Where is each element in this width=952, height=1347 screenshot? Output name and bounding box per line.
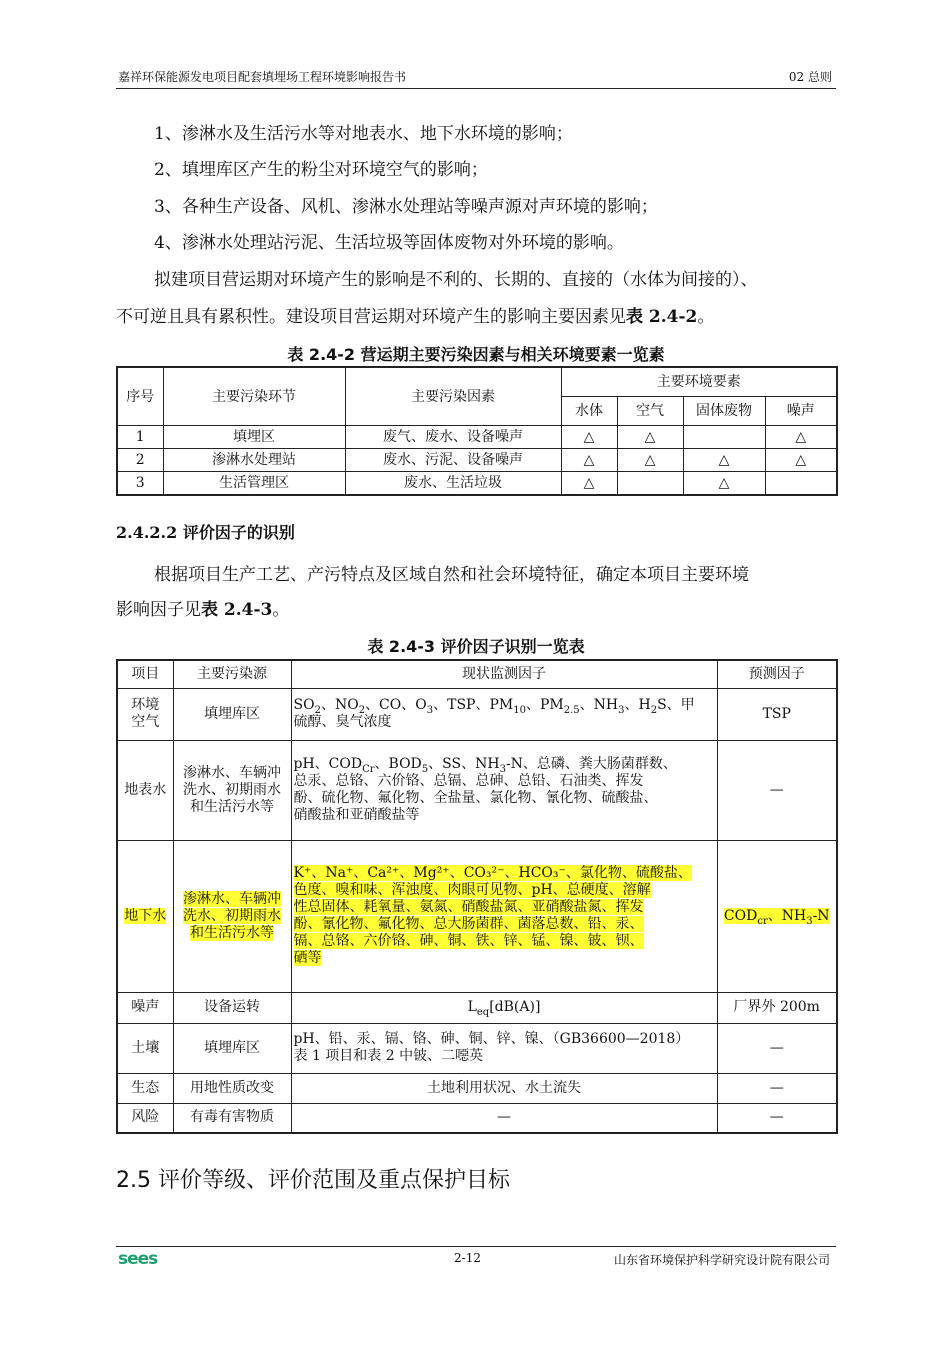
table-ref: 表 2.4-3 <box>201 600 273 620</box>
list-item: 2、填埋库区产生的粉尘对环境空气的影响； <box>154 160 488 180</box>
table-row <box>117 688 837 740</box>
cell: — <box>717 740 837 840</box>
cell: 生活管理区 <box>163 472 345 496</box>
cell: 废水、生活垃圾 <box>345 472 561 496</box>
cell: △ <box>617 426 683 449</box>
cell: 渗淋水、车辆冲 洗水、初期雨水 和生活污水等 <box>173 740 291 840</box>
paragraph-line: 拟建项目营运期对环境产生的影响是不利的、长期的、直接的（水体为间接的）、 <box>154 270 758 290</box>
table-row <box>117 992 837 1023</box>
cell: K⁺、Na⁺、Ca²⁺、Mg²⁺、CO₃²⁻、HCO₃⁻、氯化物、硫酸盐、 色度、嗅和味、浑浊度、肉眼可见物、pH、总硬度、溶解 性总固体、耗氧量、氨氮、硝酸盐氮、亚硝酸盐氮、挥发 酚、氰化物、氟化物、总大肠菌群、菌落总数、铅、汞、 镉、总铬、六价铬、砷、铜、铁、锌、锰、镍、铍、钡、 硒等 <box>291 840 717 992</box>
table1-caption: 表 2.4-2 营运期主要污染因素与相关环境要素一览素 <box>287 345 665 364</box>
cell: 土壤 <box>117 1023 173 1073</box>
paragraph-line: 根据项目生产工艺、产污特点及区域自然和社会环境特征，确定本项目主要环境 <box>154 565 749 585</box>
table-row <box>117 449 837 472</box>
col-header: 主要污染源 <box>173 660 291 688</box>
page-footer <box>116 1246 836 1269</box>
section-title: 2.4.2.2 评价因子的识别 <box>116 523 295 542</box>
table-row <box>117 840 837 992</box>
cell: △ <box>617 449 683 472</box>
list-item: 3、各种生产设备、风机、渗淋水处理站等噪声源对声环境的影响； <box>154 197 658 217</box>
cell <box>765 472 837 496</box>
cell: TSP <box>717 688 837 740</box>
header-title: 嘉祥环保能源发电项目配套填埋场工程环境影响报告书 <box>118 70 407 84</box>
cell: 1 <box>117 426 163 449</box>
cell: 废气、废水、设备噪声 <box>345 426 561 449</box>
cell: 地表水 <box>117 740 173 840</box>
col-header: 项目 <box>117 660 173 688</box>
pollution-factor-table <box>116 366 838 496</box>
col-header: 现状监测因子 <box>291 660 717 688</box>
sees-logo: sees <box>118 1249 158 1269</box>
cell: pH、$COD_{Cr}$、$BOD_5$、SS、$NH_3-N$、总磷、粪大肠菌群数、 总汞、总铬、六价铬、总镉、总砷、总铅、石油类、挥发 酚、硫化物、氟化物、全盐量、氯化物、氰化物、硫酸盐、 硝酸盐和亚硝酸盐等 <box>291 740 717 840</box>
cell: 环境 空气 <box>117 688 173 740</box>
col-header: 固体废物 <box>683 397 765 426</box>
cell: 填埋库区 <box>173 1023 291 1073</box>
cell: 废水、污泥、设备噪声 <box>345 449 561 472</box>
cell: — <box>717 1103 837 1133</box>
cell: 3 <box>117 472 163 496</box>
cell: 渗淋水、车辆冲 洗水、初期雨水 和生活污水等 <box>173 840 291 992</box>
cell: — <box>717 1073 837 1103</box>
page-number: 2-12 <box>454 1251 481 1265</box>
section-heading: 2.5 评价等级、评价范围及重点保护目标 <box>116 1168 510 1193</box>
table-row <box>117 426 837 449</box>
cell: 填埋库区 <box>173 688 291 740</box>
paragraph-line: 影响因子见表 2.4-3。 <box>116 600 290 620</box>
list-item: 1、渗淋水及生活污水等对地表水、地下水环境的影响； <box>154 124 573 144</box>
cell: — <box>291 1103 717 1133</box>
cell: 土地利用状况、水土流失 <box>291 1073 717 1103</box>
cell: 设备运转 <box>173 992 291 1023</box>
footer-org: 山东省环境保护科学研究设计院有限公司 <box>613 1253 830 1267</box>
cell: △ <box>765 426 837 449</box>
col-header: 主要环境要素 <box>561 367 837 397</box>
cell <box>617 472 683 496</box>
col-header: 噪声 <box>765 397 837 426</box>
col-header: 主要污染因素 <box>345 367 561 426</box>
table-row <box>117 1073 837 1103</box>
cell: △ <box>561 472 617 496</box>
table-row <box>117 1103 837 1133</box>
cell: 2 <box>117 449 163 472</box>
cell: 厂界外 200m <box>717 992 837 1023</box>
col-header: 预测因子 <box>717 660 837 688</box>
header-chapter: 02 总则 <box>788 70 832 84</box>
cell: △ <box>561 449 617 472</box>
table-ref: 表 2.4-2 <box>626 307 698 327</box>
cell: 用地性质改变 <box>173 1073 291 1103</box>
page-header <box>116 68 836 89</box>
cell: △ <box>683 472 765 496</box>
cell: 渗淋水处理站 <box>163 449 345 472</box>
cell: △ <box>561 426 617 449</box>
cell: 风险 <box>117 1103 173 1133</box>
cell: $SO_2$、$NO_2$、CO、$O_3$、TSP、$PM_{10}$、$PM_{2.5}$、$NH_3$、$H_2S$、甲 硫醇、臭气浓度 <box>291 688 717 740</box>
cell: 噪声 <box>117 992 173 1023</box>
cell: 有毒有害物质 <box>173 1103 291 1133</box>
cell: — <box>717 1023 837 1073</box>
col-header: 主要污染环节 <box>163 367 345 426</box>
factor-identification-table <box>116 659 838 1134</box>
table-row <box>117 1023 837 1073</box>
cell: $COD_{cr}$、$NH_3-N$ <box>717 840 837 992</box>
cell <box>683 426 765 449</box>
table2-caption: 表 2.4-3 评价因子识别一览表 <box>367 637 585 656</box>
cell: pH、铅、汞、镉、铬、砷、铜、锌、镍、（GB36600—2018） 表 1 项目和表 2 中铍、二噁英 <box>291 1023 717 1073</box>
col-header: 水体 <box>561 397 617 426</box>
table-row <box>117 740 837 840</box>
col-header: 序号 <box>117 367 163 426</box>
cell: 填埋区 <box>163 426 345 449</box>
cell: 地下水 <box>117 840 173 992</box>
cell: $L_{eq}[dB(A)]$ <box>291 992 717 1023</box>
table-row <box>117 472 837 496</box>
list-item: 4、渗淋水处理站污泥、生活垃圾等固体废物对外环境的影响。 <box>154 233 624 253</box>
cell: △ <box>765 449 837 472</box>
cell: △ <box>683 449 765 472</box>
col-header: 空气 <box>617 397 683 426</box>
cell: 生态 <box>117 1073 173 1103</box>
paragraph-line: 不可逆且具有累积性。建设项目营运期对环境产生的影响主要因素见表 2.4-2。 <box>116 307 715 327</box>
